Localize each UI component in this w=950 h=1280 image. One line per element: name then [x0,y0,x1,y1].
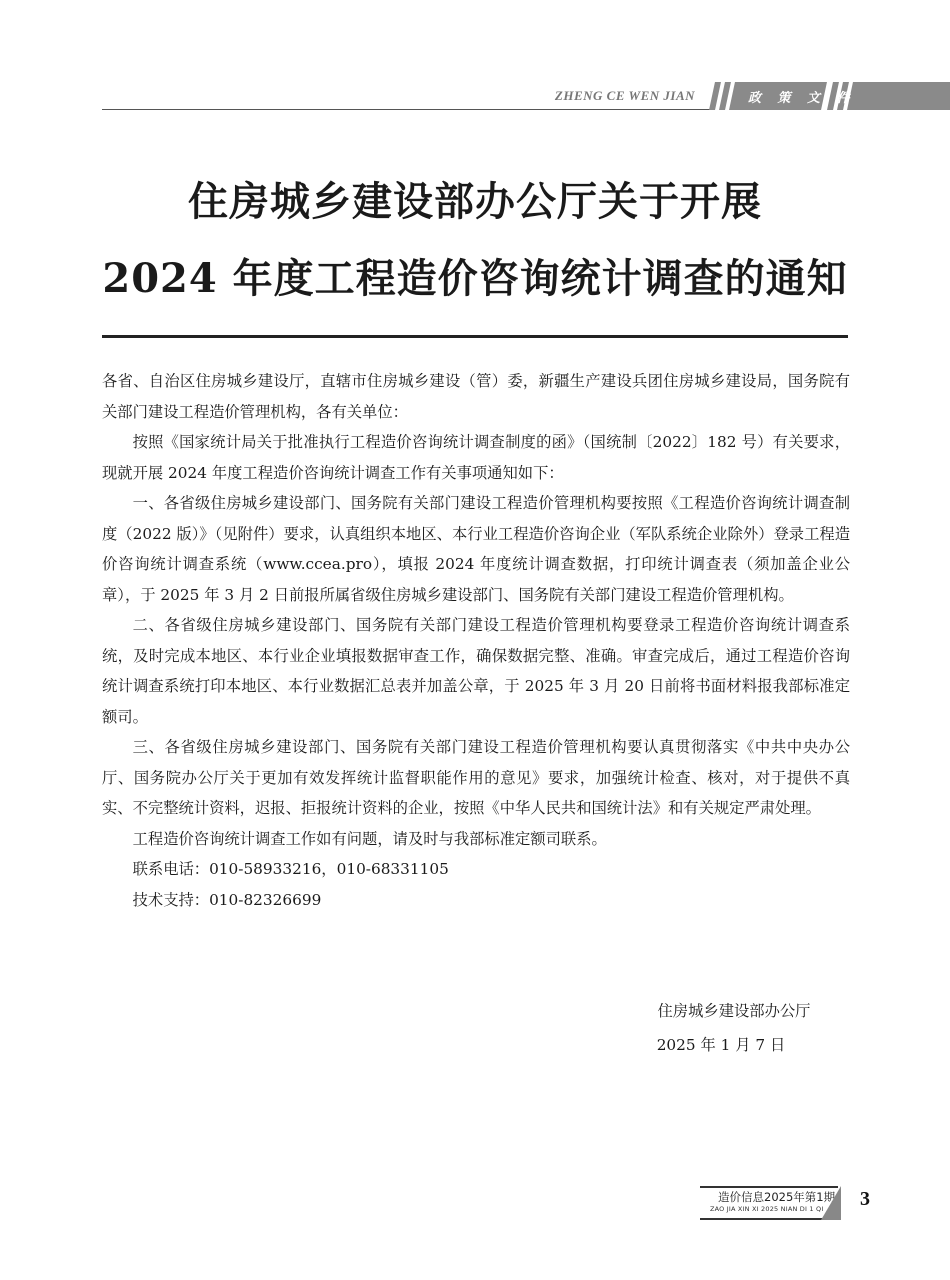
addressee-paragraph: 各省、自治区住房城乡建设厅，直辖市住房城乡建设（管）委，新疆生产建设兵团住房城乡建设局，国务院有关部门建设工程造价管理机构，各有关单位： [102,372,850,421]
article-title-line-2: 2024 年度工程造价咨询统计调查的通知 [102,255,848,302]
header-section-title: 政 策 文 件 [748,91,856,106]
journal-tag [700,1186,838,1220]
footer-wedge [821,1186,841,1220]
contact-phone: 联系电话：010-58933216，010-68331105 [132,860,449,878]
item-3-paragraph: 三、各省级住房城乡建设部门、国务院有关部门建设工程造价管理机构要认真贯彻落实《中共中央办公厅、国务院办公厅关于更加有效发挥统计监督职能作用的意见》要求，加强统计检查、核对，对于提供不真实、不完整统计资料，迟报、拒报统计资料的企业，按照《中华人民共和国统计法》和有关规定严肃处理。 [102,738,850,817]
page-footer [690,1186,950,1222]
signature-block [588,994,848,1062]
header-rule [102,109,710,110]
header-section-latin: ZHENG CE WEN JIAN [554,88,695,103]
contact-note: 工程造价咨询统计调查工作如有问题，请及时与我部标准定额司联系。 [132,829,607,848]
running-header [0,82,950,112]
journal-pinyin: ZAO JIA XIN XI 2025 NIAN DI 1 QI [710,1205,824,1213]
signature-org: 住房城乡建设部办公厅 [657,1002,811,1020]
page-number: 3 [860,1188,870,1210]
tech-support: 技术支持：010-82326699 [132,890,322,909]
article-title-line-1: 住房城乡建设部办公厅关于开展 [188,178,762,225]
article-body [102,366,850,915]
intro-paragraph: 按照《国家统计局关于批准执行工程造价咨询统计调查制度的函》（国统制〔2022〕182 号）有关要求，现就开展 2024 年度工程造价咨询统计调查工作有关事项通知如下： [102,433,850,482]
title-rule [102,335,848,338]
journal-name: 造价信息2025年第1期 [718,1190,836,1204]
item-2-paragraph: 二、各省级住房城乡建设部门、国务院有关部门建设工程造价管理机构要登录工程造价咨询统计调查系统，及时完成本地区、本行业企业填报数据审查工作，确保数据完整、准确。审查完成后，通过工程造价咨询统计调查系统打印本地区、本行业数据汇总表并加盖公章，于 2025 年 3 月 20 日前将书面材料报我部标准定额司。 [102,616,850,726]
signature-date: 2025 年 1 月 7 日 [656,1036,786,1054]
item-1-paragraph: 一、各省级住房城乡建设部门、国务院有关部门建设工程造价管理机构要按照《工程造价咨询统计调查制度（2022 版）》（见附件）要求，认真组织本地区、本行业工程造价咨询企业（军队系统企业除外）登录工程造价咨询统计调查系统（www.ccea.pro），填报 2024 年度统计调查数据，打印统计调查表（须加盖企业公章），于 2025 年 3 月 2 日前报所属省级住房城乡建设部门、国务院有关部门建设工程造价管理机构。 [102,494,850,604]
